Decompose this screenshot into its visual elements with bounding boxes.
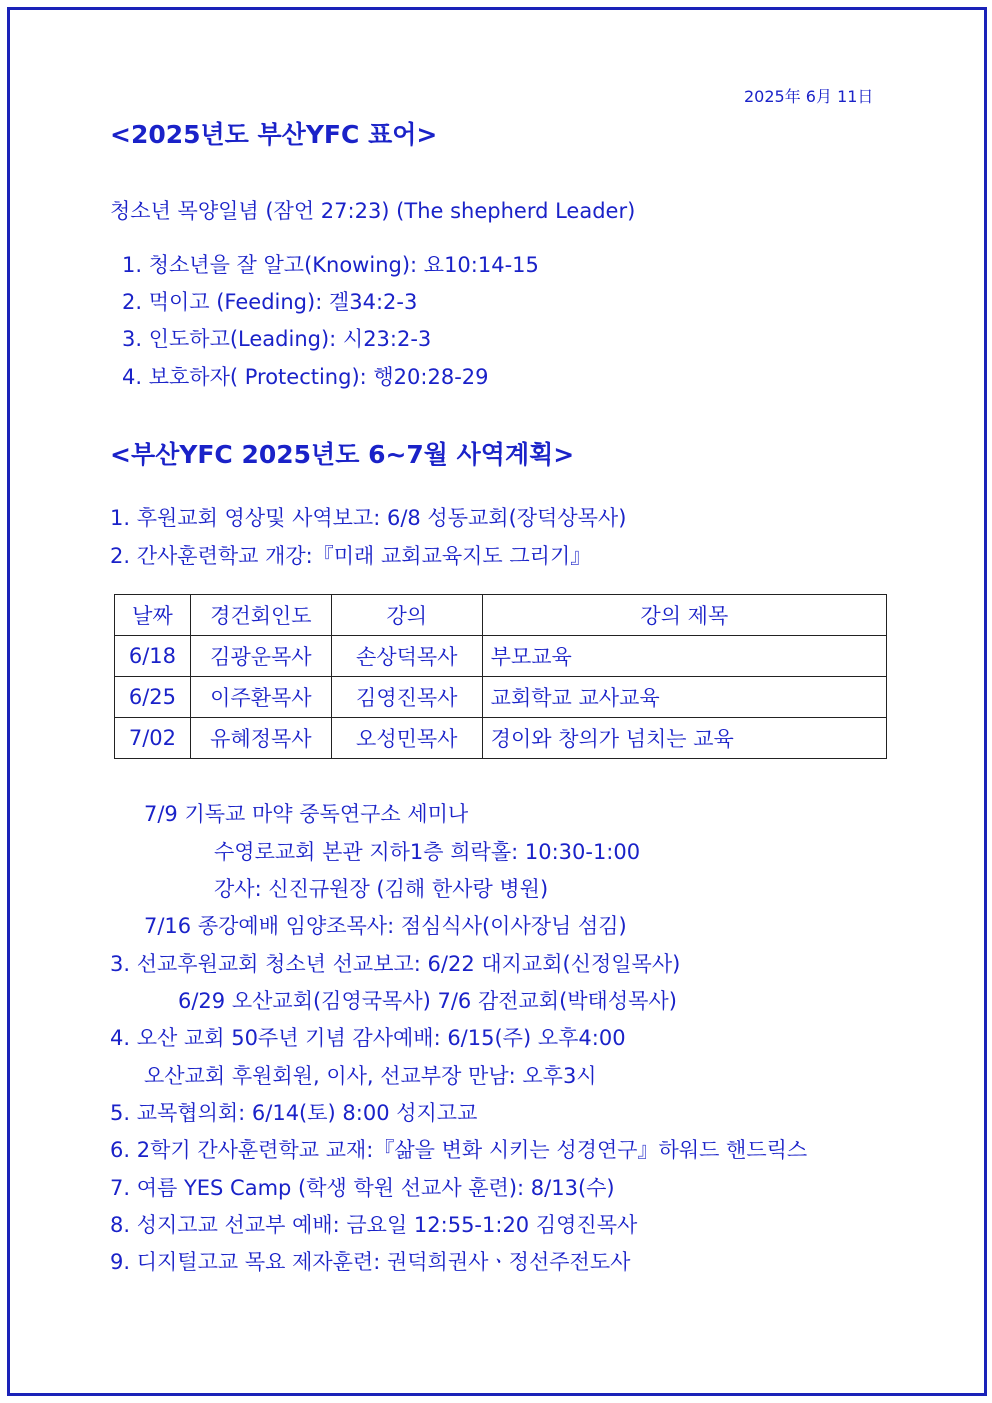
column-header-devotion-leader: 경건회인도	[190, 595, 331, 636]
table-cell: 경이와 창의가 넘치는 교육	[482, 718, 886, 759]
motto-heading: <2025년도 부산YFC 표어>	[110, 120, 438, 149]
plan-item-5: 5. 교목협의회: 6/14(토) 8:00 성지고교	[110, 1101, 478, 1125]
document-date: 2025年 6月 11日	[744, 87, 874, 106]
motto-subtitle: 청소년 목양일념 (잠언 27:23) (The shepherd Leader)	[110, 199, 636, 223]
seminar-speaker: 강사: 신진규원장 (김해 한사랑 병원)	[214, 877, 549, 901]
plan-item-6: 6. 2학기 간사훈련학교 교재:『삶을 변화 시키는 성경연구』하워드 핸드릭스	[110, 1138, 808, 1162]
plan-item-4-continued: 오산교회 후원회원, 이사, 선교부장 만남: 오후3시	[144, 1064, 597, 1088]
plan-item-2: 2. 간사훈련학교 개강:『미래 교회교육지도 그리기』	[110, 544, 592, 568]
column-header-lecturer: 강의	[331, 595, 482, 636]
table-cell: 김영진목사	[331, 677, 482, 718]
plan-item-8: 8. 성지고교 선교부 예배: 금요일 12:55-1:20 김영진목사	[110, 1213, 638, 1237]
plan-heading: <부산YFC 2025년도 6~7월 사역계획>	[110, 440, 575, 469]
table-row	[115, 636, 887, 677]
table-cell: 부모교육	[482, 636, 886, 677]
table-cell: 교회학교 교사교육	[482, 677, 886, 718]
table-cell: 손상덕목사	[331, 636, 482, 677]
lecture-schedule-table	[114, 594, 887, 759]
plan-item-9: 9. 디지털고교 목요 제자훈련: 권덕희권사ㆍ정선주전도사	[110, 1250, 631, 1274]
seminar-line: 7/9 기독교 마약 중독연구소 세미나	[144, 802, 469, 826]
table-row	[115, 677, 887, 718]
closing-worship-line: 7/16 종강예배 임양조목사: 점심식사(이사장님 섬김)	[144, 914, 627, 938]
column-header-lecture-title: 강의 제목	[482, 595, 886, 636]
motto-item: 4. 보호하자( Protecting): 행20:28-29	[122, 365, 489, 389]
motto-item: 2. 먹이고 (Feeding): 겔34:2-3	[122, 290, 418, 314]
table-header-row	[115, 595, 887, 636]
plan-item-4: 4. 오산 교회 50주년 기념 감사예배: 6/15(주) 오후4:00	[110, 1026, 626, 1050]
table-cell: 김광운목사	[190, 636, 331, 677]
table-cell: 6/25	[115, 677, 191, 718]
column-header-date: 날짜	[115, 595, 191, 636]
table-cell: 오성민목사	[331, 718, 482, 759]
table-row	[115, 718, 887, 759]
table-cell: 6/18	[115, 636, 191, 677]
plan-item-3: 3. 선교후원교회 청소년 선교보고: 6/22 대지교회(신정일목사)	[110, 952, 681, 976]
seminar-location: 수영로교회 본관 지하1층 희락홀: 10:30-1:00	[214, 840, 641, 864]
plan-item-1: 1. 후원교회 영상및 사역보고: 6/8 성동교회(장덕상목사)	[110, 506, 627, 530]
plan-item-3-continued: 6/29 오산교회(김영국목사) 7/6 감전교회(박태성목사)	[178, 989, 677, 1013]
table-cell: 유혜정목사	[190, 718, 331, 759]
motto-item: 3. 인도하고(Leading): 시23:2-3	[122, 327, 432, 351]
table-cell: 7/02	[115, 718, 191, 759]
plan-item-7: 7. 여름 YES Camp (학생 학원 선교사 훈련): 8/13(수)	[110, 1176, 615, 1200]
table-cell: 이주환목사	[190, 677, 331, 718]
motto-item: 1. 청소년을 잘 알고(Knowing): 요10:14-15	[122, 253, 539, 277]
